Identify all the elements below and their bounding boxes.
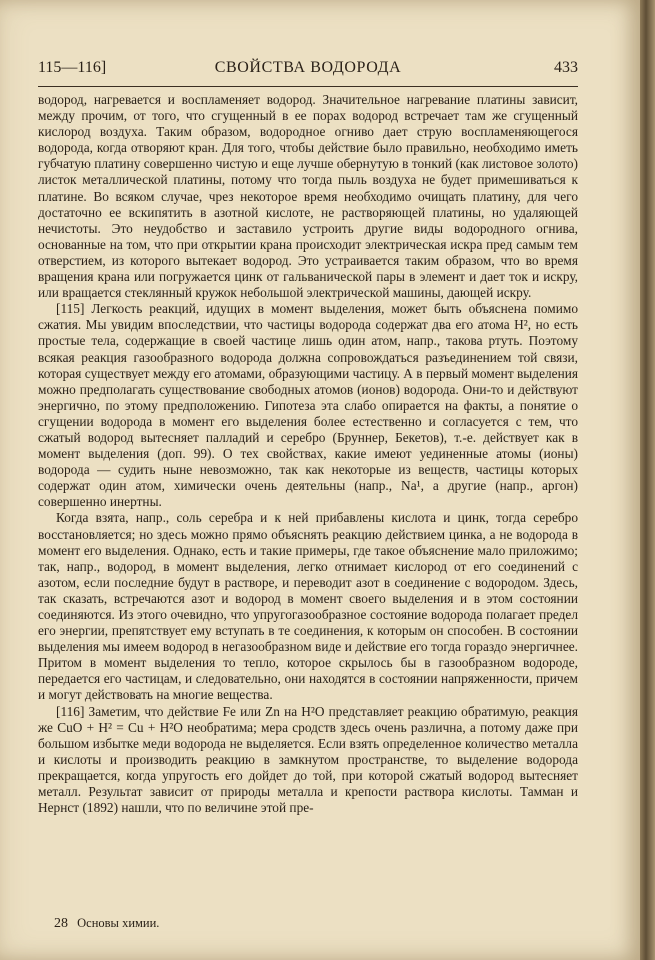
paragraph: водород, нагревается и воспламеняет водород. Значительное нагревание платины зависит, между прочим, от того, что сгущенный в ее порах водород встречает там же сгущенный кислород воздуха. Таким образом, водородное огниво дает струю воспламеняющегося водорода, когда отворяют кран. Для того, чтобы действие было правильно, необходимо иметь губчатую платину совершенно чистую и еще лучше обернутую в тонкий (как листовое золото) листок металлической платины, потому что тогда пыль воздуха не будет примешиваться к платине. Во всяком случае, чрез некоторое время необходимо очищать платину, для чего достаточно ее вскипятить в азотной кислоте, не растворяющей платины, но удаляющей нечистоты. Это неудобство и заставило устроить другие виды водородного огнива, основанные на том, что при открытии крана происходит электрическая искра пред самым тем отверстием, из которого вытекает водород. Это устраивается таким образом, что во время вращения крана или погружается цинк от гальванической пары в элемент и дает ток и искру, или вращается стеклянный кружок небольшой электрической машины, дающей искру. <box>38 92 578 301</box>
page-body <box>38 92 578 816</box>
paragraph: [116] Заметим, что действие Fe или Zn на H²O представляет реакцию обратимую, реакция же CuO + H² = Cu + H²O необратима; мера сродств здесь очень различна, а потому даже при большом избытке меди водорода не выделяется. Если взять определенное количество металла и кислоты и производить реакцию в замкнутом пространстве, то выделение водорода прекращается, когда упругость его дойдет до той, при которой сжатый водород вытесняет металл. Результат зависит от природы металла и крепости раствора кислоты. Тамман и Нернст (1892) нашли, что по величине этой пре- <box>38 703 578 816</box>
book-binding-edge <box>640 0 655 960</box>
signature-number: 28 <box>54 916 68 931</box>
paragraph: [115] Легкость реакций, идущих в момент выделения, может быть объяснена помимо сжатия. Мы увидим впоследствии, что частицы водорода содержат два его атома H², но есть простые тела, содержащие в своей частице лишь один атом, напр., такова ртуть. Поэтому всякая реакция газообразного водорода должна сопровождаться разъединением той связи, которая существует между его атомами, образующими частицу. А в первый момент выделения можно предполагать существование свободных атомов (ионов) водорода. Они-то и действуют энергично, по этому предположению. Гипотеза эта слабо опирается на факты, а понятие о сгущении водорода в момент его выделения более естественно и согласуется с тем, что сжатый водород вытесняет палладий и серебро (Бруннер, Бекетов), т.-е. действует как в момент выделения (доп. 99). О тех свойствах, какие имеют уединенные атомы (ионы) водорода — судить ныне невозможно, так как некоторые из веществ, частицы которых содержат один атом, химически очень деятельны (напр., Na¹, а другие (напр., аргон) совершенно инертны. <box>38 301 578 510</box>
signature-text: Основы химии. <box>77 916 160 930</box>
page-number: 433 <box>554 59 578 76</box>
section-range: 115—116] <box>38 59 107 76</box>
header-rule <box>38 86 578 87</box>
page-header <box>38 59 578 83</box>
signature-footer <box>54 916 159 932</box>
paragraph: Когда взята, напр., соль серебра и к ней прибавлены кислота и цинк, тогда серебро восстановляется; но здесь можно прямо объяснять реакцию действием цинка, а не водорода в момент его выделения. Однако, есть и такие примеры, где такое объяснение мало приложимо; так, напр., водород, в момент выделения, легко отнимает кислород от его соединений с азотом, если последние будут в растворе, и переводит азот в соединение с водородом. Здесь, так сказать, встречаются азот и водород в момент своего выделения и в этом состоянии соединяются. Из этого очевидно, что упругогазообразное состояние водорода полагает предел его энергии, препятствует ему вступать в те соединения, к которым он способен. В состоянии выделения мы имеем водород в негазообразном виде и действие его тогда гораздо энергичнее. Притом в момент выделения то тепло, которое скрылось бы в газообразном водороде, передается его частицам, и следовательно, они находятся в состоянии напряженности, причем и могут действовать на многие вещества. <box>38 510 578 703</box>
running-title: СВОЙСТВА ВОДОРОДА <box>214 59 402 76</box>
